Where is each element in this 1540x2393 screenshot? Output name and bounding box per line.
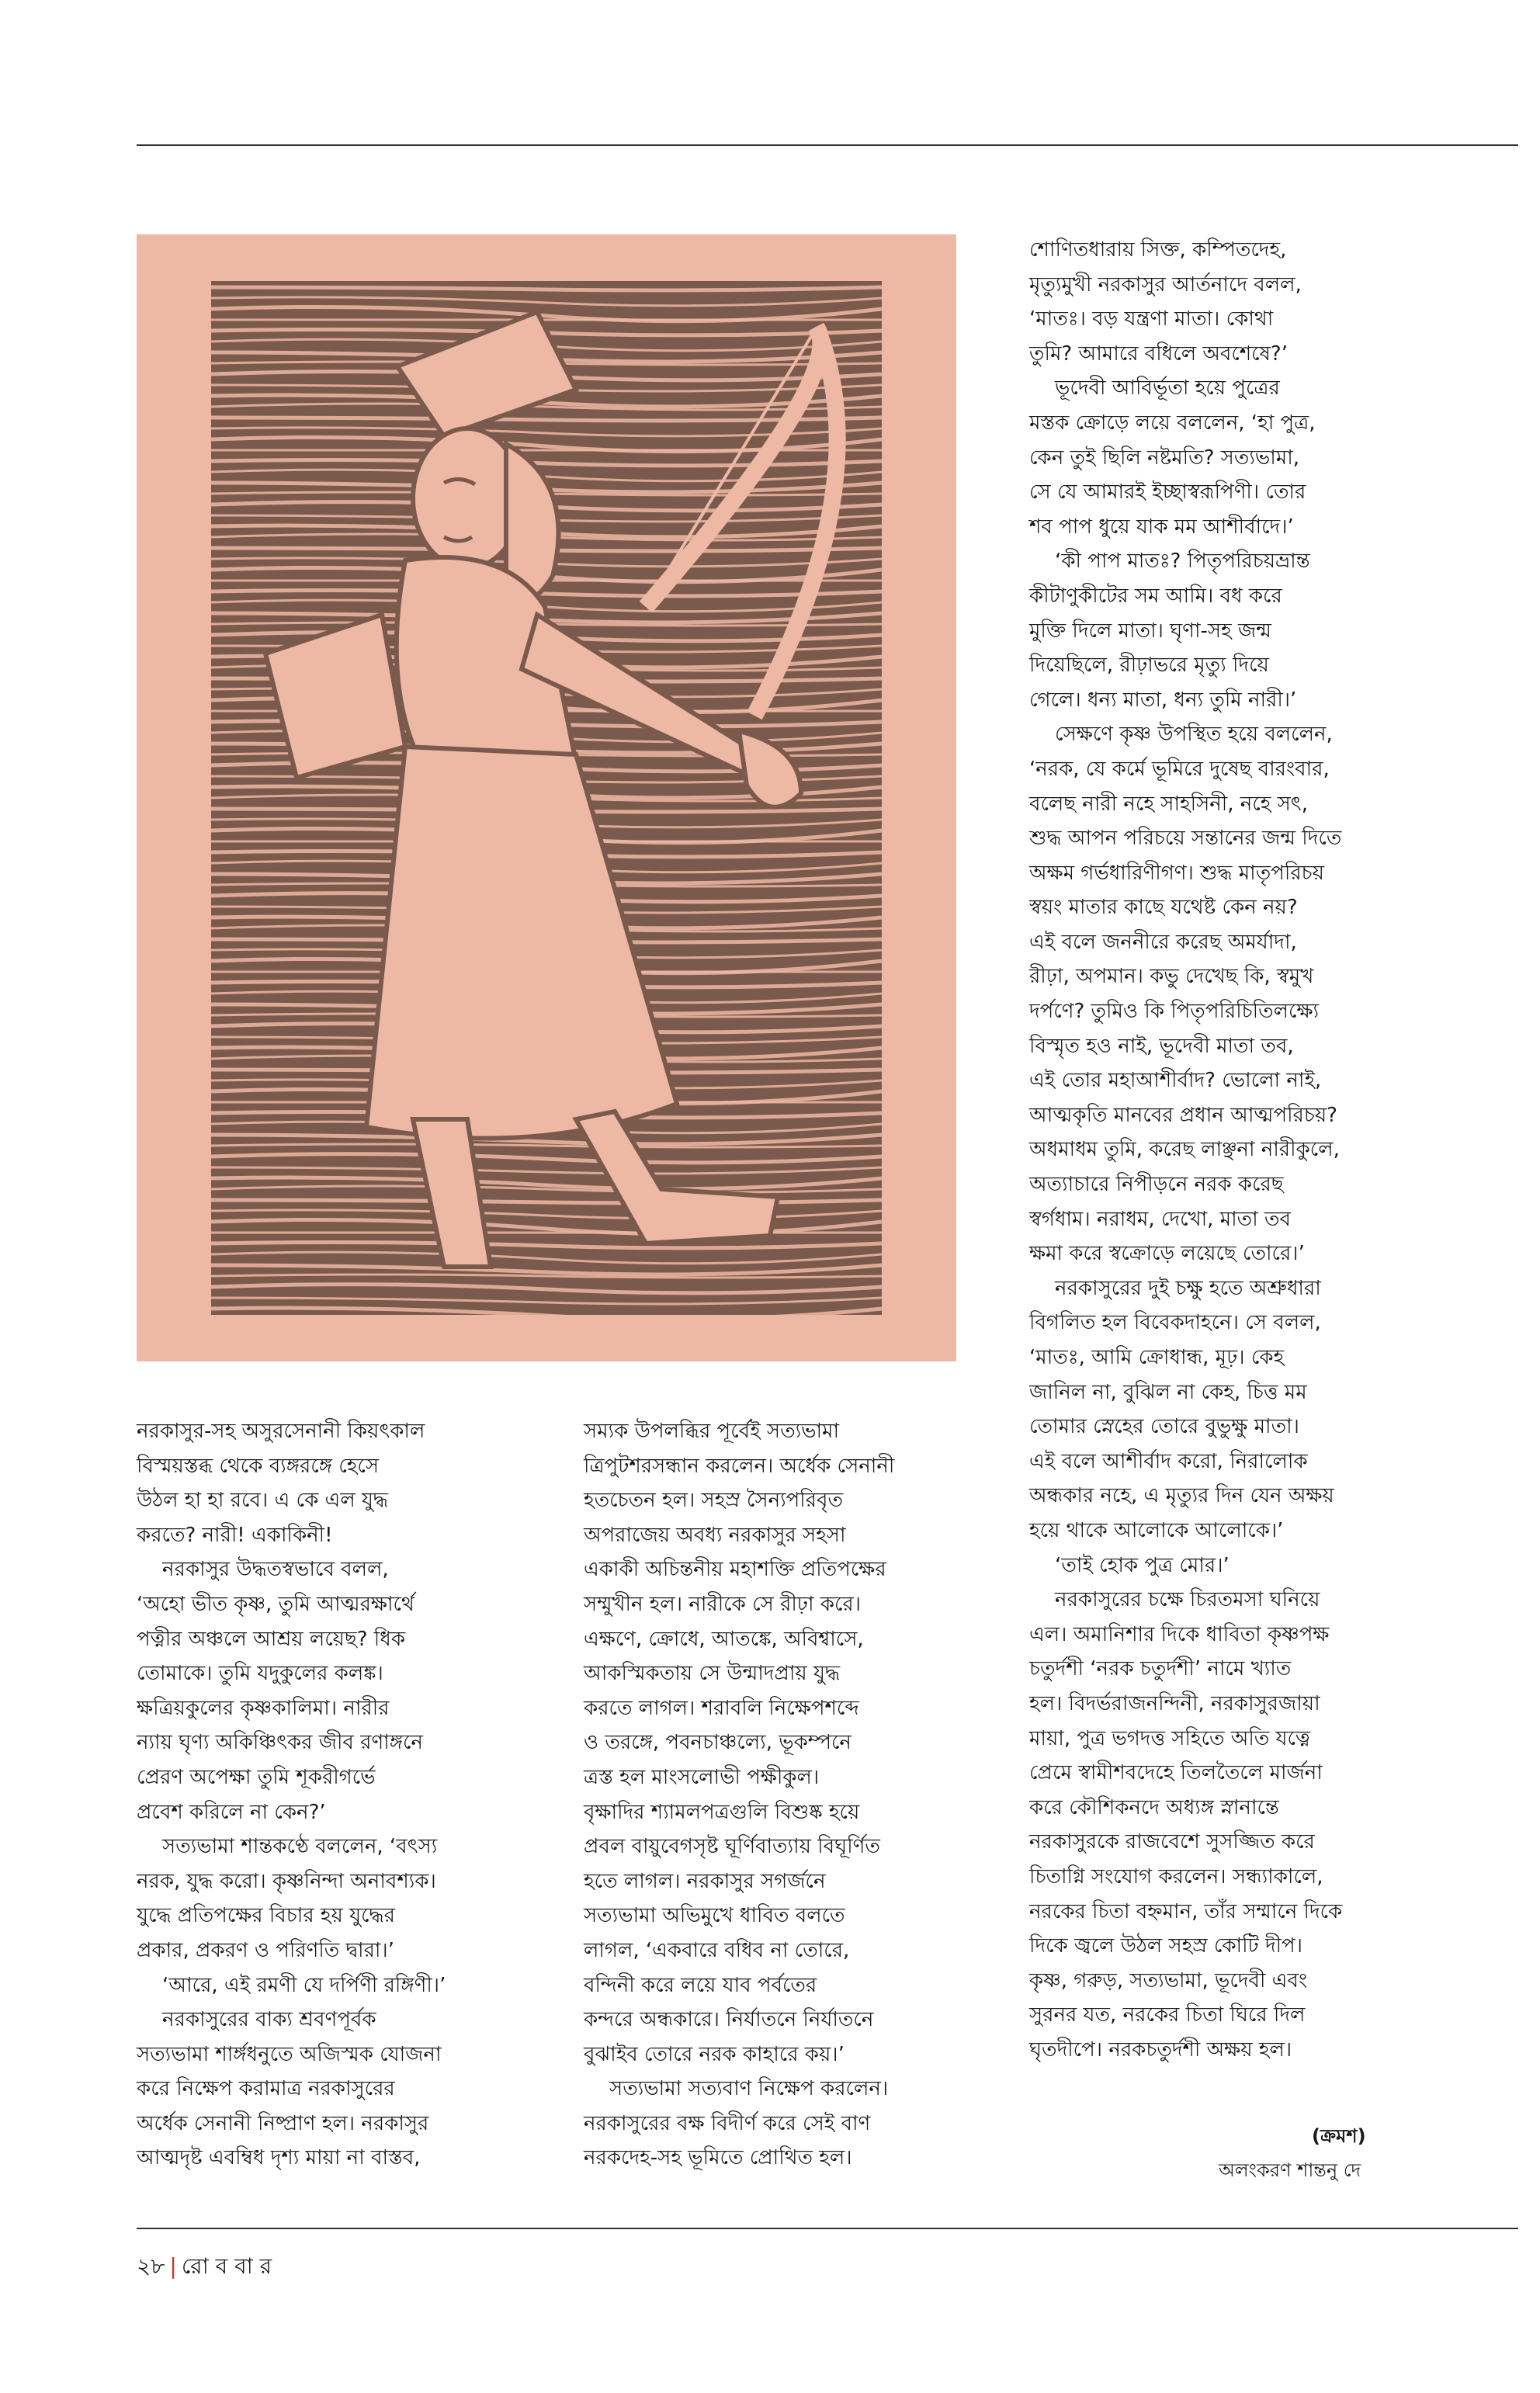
text-line: দিয়েছিলে, রীঢ়াভরে মৃত্যু দিয়ে: [1029, 654, 1269, 678]
text-line: বুঝাইব তোরে নরক কাহারে কয়।’: [584, 2042, 845, 2066]
text-line: তোমাকে। তুমি যদুকুলের কলঙ্ক।: [137, 1662, 383, 1686]
top-rule: [137, 144, 1518, 146]
woodcut-illustration: [137, 234, 956, 1361]
text-line: অধমাধম তুমি, করেছ লাঞ্ছনা নারীকুলে,: [1029, 1138, 1340, 1162]
text-line: পত্নীর অঞ্চলে আশ্রয় লয়েছ? ধিক: [137, 1627, 406, 1651]
text-line: নরকাসুরকে রাজবেশে সুসজ্জিত করে: [1029, 1830, 1315, 1854]
text-line: বিস্ময়স্তব্ধ থেকে ব্যঙ্গরঙ্গে হেসে: [137, 1454, 380, 1478]
text-line: ‘মাতঃ, আমি ক্রোধান্ধ, মূঢ়। কেহ: [1029, 1346, 1285, 1369]
text-line: নরকাসুরের চক্ষে চিরতমসা ঘনিয়ে: [1029, 1588, 1320, 1612]
text-line: আকস্মিকতায় সে উন্মাদপ্রায় যুদ্ধ: [584, 1662, 841, 1686]
page-footer: [137, 2251, 272, 2282]
text-line: মস্তক ক্রোড়ে লয়ে বললেন, ‘হা পুত্র,: [1029, 411, 1316, 435]
text-line: কেন তুই ছিলি নষ্টমতি? সত্যভামা,: [1029, 446, 1300, 470]
text-line: জানিল না, বুঝিল না কেহ, চিত্ত মম: [1029, 1380, 1307, 1404]
bottom-rule: [137, 2228, 1518, 2229]
text-line: ‘কী পাপ মাতঃ? পিতৃপরিচয়ভ্রান্ত: [1029, 550, 1310, 574]
text-line: নরকাসুর-সহ অসুরসেনানী কিয়ৎকাল: [137, 1420, 425, 1443]
text-line: স্বয়ং মাতার কাছে যথেষ্ট কেন নয়?: [1029, 896, 1298, 920]
text-line: ও তরঙ্গে, পবনচাঞ্চল্যে, ভূকম্পনে: [584, 1731, 852, 1755]
text-line: সেক্ষণে কৃষ্ণ উপস্থিত হয়ে বললেন,: [1029, 723, 1333, 747]
text-line: সুরনর যত, নরকের চিতা ঘিরে দিল: [1029, 2003, 1306, 2027]
text-line: উঠল হা হা রবে। এ কে এল যুদ্ধ: [137, 1489, 389, 1513]
text-line: নরকাসুরের দুই চক্ষু হতে অশ্রুধারা: [1029, 1276, 1321, 1300]
text-line: বন্দিনী করে লয়ে যাব পর্বতের: [584, 1973, 817, 1997]
page-number: ২৮: [137, 2253, 165, 2279]
text-line: মৃত্যুমুখী নরকাসুর আর্তনাদে বলল,: [1029, 272, 1302, 297]
text-line: নরকদেহ-সহ ভূমিতে প্রোথিত হল।: [584, 2146, 852, 2170]
illustration-artwork: [211, 281, 882, 1315]
footer-separator: |: [169, 2253, 177, 2279]
text-line: দিকে জ্বলে উঠল সহস্র কোটি দীপ।: [1029, 1934, 1303, 1958]
text-line: ‘তাই হোক পুত্র মোর।’: [1029, 1553, 1230, 1577]
text-line: করে নিক্ষেপ করামাত্র নরকাসুরের: [137, 2077, 395, 2101]
text-line: নরকাসুরের বক্ষ বিদীর্ণ করে সেই বাণ: [584, 2111, 871, 2135]
text-line: তোমার স্নেহের তোরে বুভুক্ষু মাতা।: [1029, 1415, 1299, 1439]
text-line: সত্যভামা শান্তকণ্ঠে বললেন, ‘বৎস্য: [137, 1835, 438, 1859]
text-line: বিস্মৃত হও নাই, ভূদেবী মাতা তব,: [1029, 1034, 1294, 1058]
text-line: ‘অহো ভীত কৃষ্ণ, তুমি আত্মরক্ষার্থে: [137, 1592, 414, 1616]
text-line: করে কৌশিকনদে অধ্যঙ্গ স্নানান্তে: [1029, 1795, 1279, 1819]
text-line: হয়ে থাকে আলোকে আলোকে।’: [1029, 1518, 1284, 1542]
text-line: কীটাণুকীটের সম আমি। বধ করে: [1029, 584, 1282, 608]
text-line: ঘৃতদীপে। নরকচতুর্দশী অক্ষয় হল।: [1029, 2038, 1292, 2062]
text-line: তুমি? আমারে বধিলে অবশেষে?’: [1029, 342, 1288, 366]
text-line: দর্পণে? তুমিও কি পিতৃপরিচিতিলক্ষ্যে: [1029, 1000, 1320, 1024]
illustration-credit: অলংকরণ শান্তনু দে: [1219, 2159, 1361, 2181]
text-line: স্বর্গধাম। নরাধম, দেখো, মাতা তব: [1029, 1207, 1291, 1231]
text-line: এই তোর মহাআশীর্বাদ? ভোলো নাই,: [1029, 1069, 1322, 1093]
text-line: করতে লাগল। শরাবলি নিক্ষেপশব্দে: [584, 1696, 859, 1720]
article-column-2: [584, 1414, 987, 2176]
text-line: ‘আরে, এই রমণী যে দর্পিণী রঙ্গিণী।’: [137, 1973, 446, 1997]
text-line: রীঢ়া, অপমান। কভু দেখেছ কি, স্বমুখ: [1029, 965, 1314, 989]
text-line: হতে লাগল। নরকাসুর সগর্জনে: [584, 1869, 826, 1893]
text-line: কন্দরে অন্ধকারে। নির্যাতনে নির্যাতনে: [584, 2008, 874, 2032]
text-line: হল। বিদর্ভরাজনন্দিনী, নরকাসুরজায়া: [1029, 1691, 1320, 1715]
text-line: নরকের চিতা বহ্নমান, তাঁর সম্মানে দিকে: [1029, 1899, 1343, 1923]
text-line: গেলে। ধন্য মাতা, ধন্য তুমি নারী।’: [1029, 688, 1297, 712]
text-line: ‘মাতঃ। বড় যন্ত্রণা মাতা। কোথা: [1029, 307, 1274, 331]
text-line: চিতাগ্নি সংযোগ করলেন। সন্ধ্যাকালে,: [1029, 1864, 1323, 1888]
text-line: অর্ধেক সেনানী নিষ্প্রাণ হল। নরকাসুর: [137, 2111, 429, 2135]
text-line: ক্ষমা করে স্বক্রোড়ে লয়েছে তোরে।’: [1029, 1242, 1305, 1266]
text-line: সত্যভামা শার্ঙ্গধনুতে অজিস্মক যোজনা: [137, 2042, 442, 2066]
magazine-name: রো ব বা র: [181, 2253, 272, 2279]
text-line: ক্ষত্রিয়কুলের কৃষ্ণকালিমা। নারীর: [137, 1696, 390, 1720]
text-line: ত্রস্ত হল মাংসলোভী পক্ষীকুল।: [584, 1765, 820, 1789]
text-line: অত্যাচারে নিপীড়নে নরক করেছ: [1029, 1173, 1284, 1197]
text-line: সম্যক উপলব্ধির পূর্বেই সত্যভামা: [584, 1420, 840, 1443]
text-line: করতে? নারী! একাকিনী!: [137, 1523, 333, 1547]
text-line: প্রবেশ করিলে না কেন?’: [137, 1800, 326, 1824]
text-line: বলেছ নারী নহে সাহসিনী, নহে সৎ,: [1029, 792, 1308, 816]
text-line: শব পাপ ধুয়ে যাক মম আশীর্বাদে।’: [1029, 515, 1294, 539]
text-line: কৃষ্ণ, গরুড়, সত্যভামা, ভূদেবী এবং: [1029, 1968, 1308, 1992]
text-line: আত্মকৃতি মানবের প্রধান আত্মপরিচয়?: [1029, 1103, 1337, 1127]
text-line: ভূদেবী আবির্ভূতা হয়ে পুত্রের: [1029, 376, 1280, 401]
text-line: ‘নরক, যে কর্মে ভূমিরে দুষেছ বারংবার,: [1029, 757, 1330, 781]
text-line: এল। অমানিশার দিকে ধাবিতা কৃষ্ণপক্ষ: [1029, 1622, 1330, 1646]
text-line: শুদ্ধ আপন পরিচয়ে সন্তানের জন্ম দিতে: [1029, 827, 1342, 851]
text-line: একাকী অচিন্তনীয় মহাশক্তি প্রতিপক্ষের: [584, 1558, 886, 1582]
text-line: বিগলিত হল বিবেকদাহনে। সে বলল,: [1029, 1311, 1321, 1335]
text-line: প্রবল বায়ুবেগসৃষ্ট ঘূর্ণিবাত্যায় বিঘূর্ণিত: [584, 1835, 880, 1859]
text-line: মায়া, পুত্র ভগদত্ত সহিতে অতি যত্নে: [1029, 1726, 1311, 1750]
text-line: ন্যায় ঘৃণ্য অকিঞ্চিৎকর জীব রণাঙ্গনে: [137, 1731, 423, 1755]
text-line: এই বলে জননীরে করেছ অমর্যাদা,: [1029, 930, 1297, 954]
text-line: প্রকার, প্রকরণ ও পরিণতি দ্বারা।’: [137, 1938, 394, 1962]
continued-label: (ক্রমশ): [1312, 2125, 1366, 2147]
text-line: বৃক্ষাদির শ্যামলপত্রগুলি বিশুষ্ক হয়ে: [584, 1800, 860, 1824]
text-line: হতচেতন হল। সহস্র সৈন্যপরিবৃত: [584, 1489, 844, 1513]
text-line: প্রেমে স্বামীশবদেহে তিলতৈলে মার্জনা: [1029, 1761, 1323, 1785]
text-line: যুদ্ধে প্রতিপক্ষের বিচার হয় যুদ্ধের: [137, 1904, 395, 1928]
text-line: অপরাজেয় অবধ্য নরকাসুর সহসা: [584, 1523, 846, 1547]
text-line: মুক্তি দিলে মাতা। ঘৃণা-সহ জন্ম: [1029, 619, 1271, 643]
text-line: নরকাসুরের বাক্য শ্রবণপূর্বক: [137, 2008, 376, 2032]
text-line: শোণিতধারায় সিক্ত, কম্পিতদেহ,: [1029, 238, 1287, 262]
text-line: লাগল, ‘একবারে বধিব না তোরে,: [584, 1938, 850, 1962]
text-line: চতুর্দশী ‘নরক চতুর্দশী’ নামে খ্যাত: [1029, 1657, 1292, 1681]
text-line: প্রেরণ অপেক্ষা তুমি শূকরীগর্ভে: [137, 1765, 376, 1789]
article-column-3: [1029, 233, 1433, 2067]
text-line: আত্মদৃষ্ট এবম্বিধ দৃশ্য মায়া না বাস্তব,: [137, 2146, 421, 2170]
text-line: নরকাসুর উদ্ধতস্বভাবে বলল,: [137, 1558, 389, 1582]
text-line: সত্যভামা অভিমুখে ধাবিত বলতে: [584, 1904, 845, 1928]
text-line: নরক, যুদ্ধ করো। কৃষ্ণনিন্দা অনাবশ্যক।: [137, 1869, 436, 1893]
text-line: অন্ধকার নহে, এ মৃত্যুর দিন যেন অক্ষয়: [1029, 1484, 1334, 1508]
text-line: সম্মুখীন হল। নারীকে সে রীঢ়া করে।: [584, 1592, 862, 1616]
text-line: সত্যভামা সত্যবাণ নিক্ষেপ করলেন।: [584, 2077, 889, 2101]
text-line: এক্ষণে, ক্রোধে, আতঙ্কে, অবিশ্বাসে,: [584, 1627, 864, 1651]
text-line: ত্রিপুটশরসন্ধান করলেন। অর্ধেক সেনানী: [584, 1454, 895, 1478]
text-line: অক্ষম গর্ভধারিণীগণ। শুদ্ধ মাতৃপরিচয়: [1029, 861, 1324, 885]
article-column-1: [137, 1414, 540, 2176]
text-line: এই বলে আশীর্বাদ করো, নিরালোক: [1029, 1449, 1308, 1473]
text-line: সে যে আমারই ইচ্ছাস্বরূপিণী। তোর: [1029, 480, 1306, 505]
